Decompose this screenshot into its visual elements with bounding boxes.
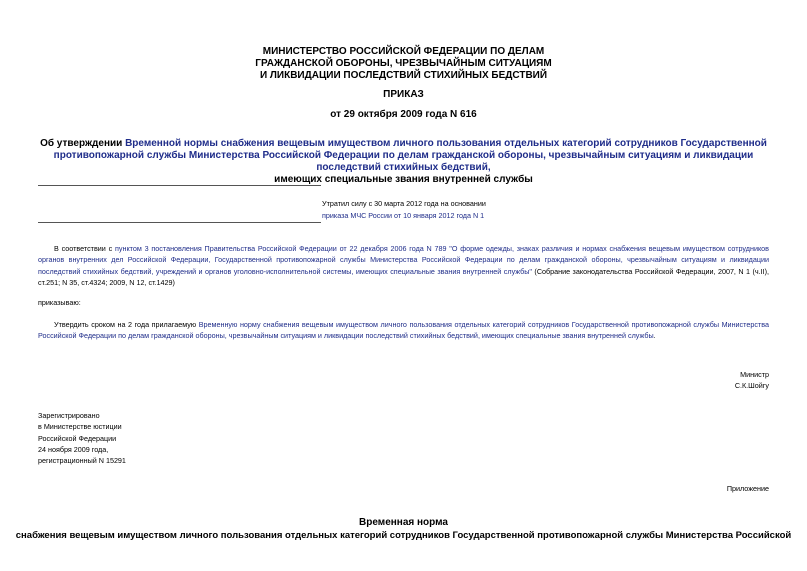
preamble-paragraph xyxy=(38,243,769,288)
approved-norm-link[interactable]: Временную норму снабжения вещевым имуществом личного пользования отдельных категорий сотрудников Государственной противопожарной службы Министерства Российской Федерации по делам гражданской обороны, чрезвычайным ситуациям и ликвидации последствий стихийных бедствий, имеющих специальные звания внутренней службы xyxy=(38,320,769,341)
divider-bottom xyxy=(38,222,321,223)
ministry-header xyxy=(0,46,807,82)
resolution-title-link[interactable]: "О форме одежды, знаках различия и нормах снабжения вещевым имуществом сотрудников органов внутренних дел Российской Федерации, Государственной противопожарной службы Министерства Российской Федерации по делам гражданской обороны, чрезвычайным ситуациям и ликвидации последствий стихийных бедствий, учреждений и органов уголовно-исполнительной системы, имеющих специальные звания внутренней службы" xyxy=(38,244,769,276)
ministry-line-1: МИНИСТЕРСТВО РОССИЙСКОЙ ФЕДЕРАЦИИ ПО ДЕЛАМ xyxy=(262,46,545,57)
registration-line-3: Российской Федерации xyxy=(38,433,117,443)
status-note xyxy=(322,198,742,222)
basis-order-link[interactable]: приказа МЧС России от 10 января 2012 года N 1 xyxy=(322,211,485,220)
registration-line-1: Зарегистрировано xyxy=(38,411,100,420)
appendix-label: Приложение xyxy=(726,484,769,493)
subject-suffix: имеющих специальные звания внутренней службы xyxy=(274,174,533,185)
order-word: приказываю: xyxy=(38,298,81,307)
order-date: от 29 октября 2009 года N 616 xyxy=(330,109,477,120)
registration-line-2: в Министерстве юстиции xyxy=(38,422,122,432)
ministry-line-3: И ЛИКВИДАЦИИ ПОСЛЕДСТВИЙ СТИХИЙНЫХ БЕДСТВИЙ xyxy=(259,70,548,81)
registration-line-4: 24 ноября 2009 года, xyxy=(38,444,109,454)
appendix-title: Временная норма xyxy=(359,517,448,528)
resolution-link[interactable]: пунктом 3 постановления Правительства Российской Федерации от 22 декабря 2006 года N 789 xyxy=(115,244,447,253)
ministry-line-2: ГРАЖДАНСКОЙ ОБОРОНЫ, ЧРЕЗВЫЧАЙНЫМ СИТУАЦИЯМ xyxy=(255,58,552,69)
signature-name: С.К.Шойгу xyxy=(734,381,769,391)
p2-suffix: . xyxy=(653,331,656,341)
registration-block xyxy=(38,410,126,466)
appendix-subtitle: снабжения вещевым имуществом личного пользования отдельных категорий сотрудников Государственной противопожарной службы Министерства Российской xyxy=(15,530,792,541)
subject-prefix: Об утверждении xyxy=(40,138,126,149)
p2-prefix: Утвердить сроком на 2 года прилагаемую xyxy=(54,320,199,329)
divider-top xyxy=(38,185,321,186)
signature-position: Министр xyxy=(740,370,769,379)
registration-line-5: регистрационный N 15291 xyxy=(38,456,126,466)
order-subject xyxy=(30,138,777,186)
p1-suffix: (Собрание законодательства Российской Федерации, 2007, N 1 (ч.II), ст.251; N 35, ст.4324; 2009, N 12, ст.1429) xyxy=(38,266,769,287)
lost-force-text: Утратил силу с 30 марта 2012 года на основании xyxy=(322,199,486,208)
subject-norm-link[interactable]: Временной нормы снабжения вещевым имуществом личного пользования отдельных категорий сотрудников Государственной противопожарной службы Министерства Российской Федерации по делам гражданской обороны, чрезвычайным ситуациям и ликвидации последствий стихийных бедствий, xyxy=(53,138,767,173)
approve-paragraph xyxy=(38,319,769,342)
p1-prefix: В соответствии с xyxy=(54,244,115,253)
order-title: ПРИКАЗ xyxy=(383,89,424,100)
signature-block xyxy=(569,369,769,392)
